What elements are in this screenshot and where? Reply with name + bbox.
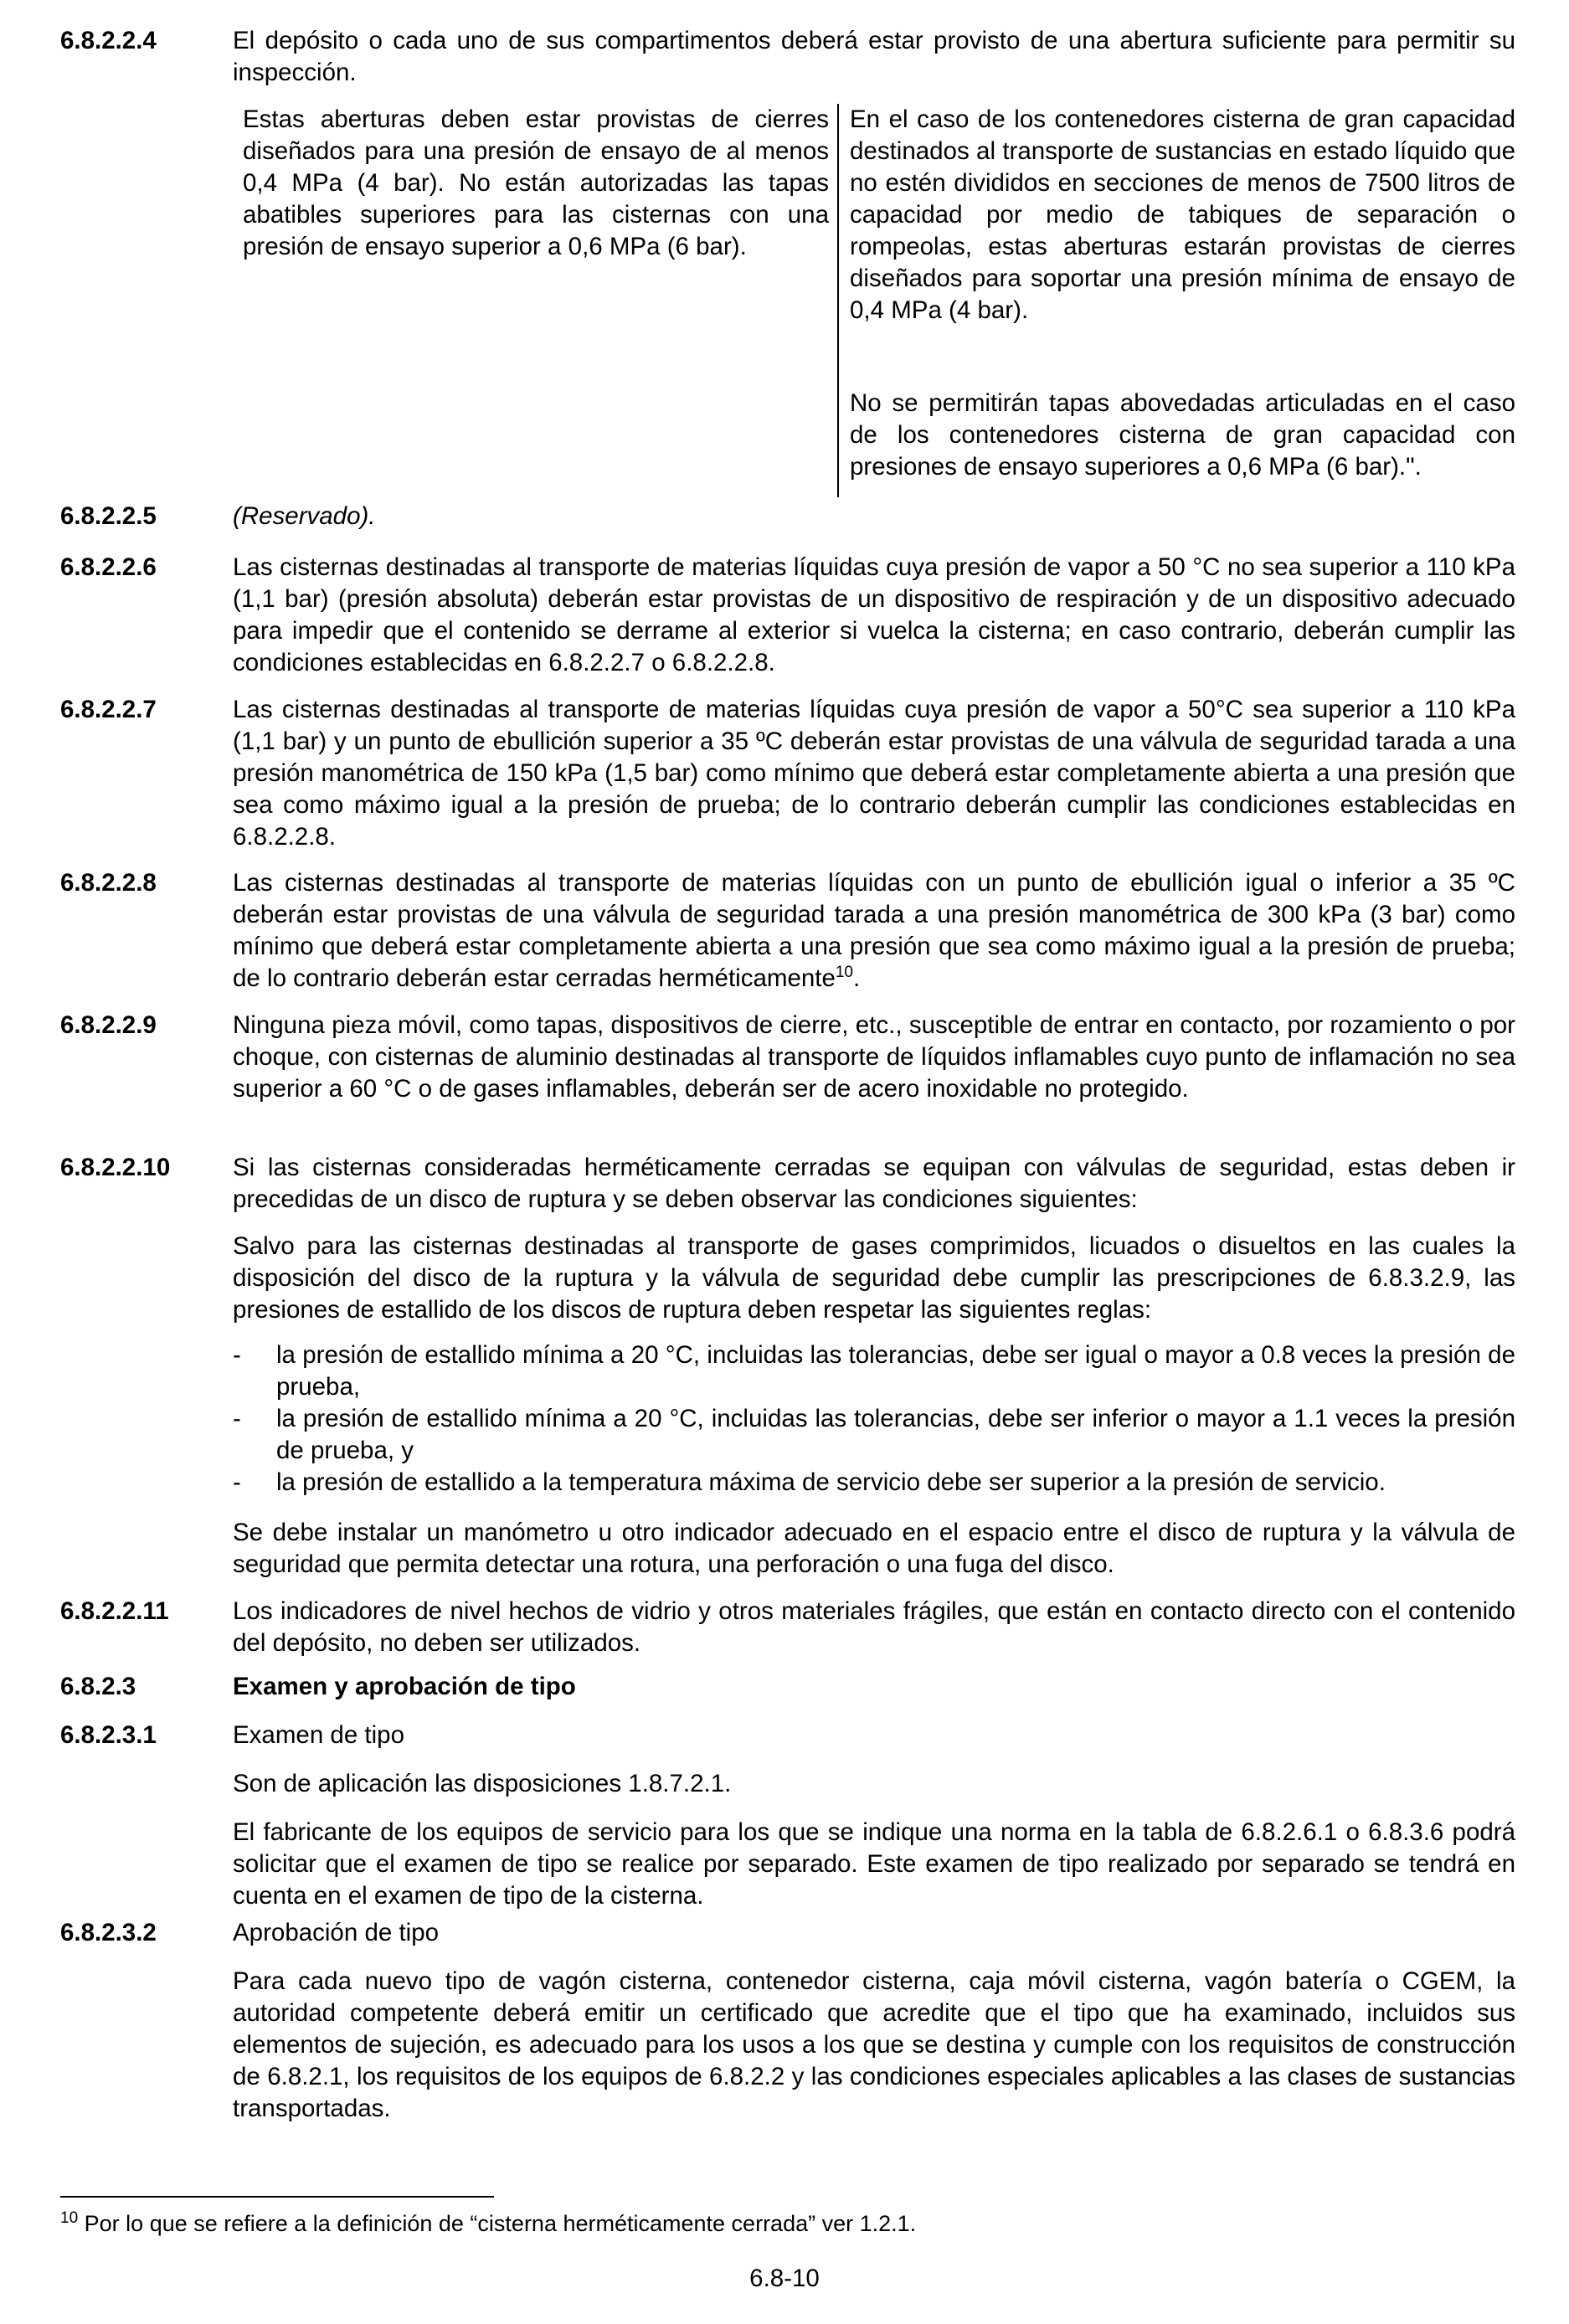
section-number: 6.8.2.2.8 [60,869,157,897]
section-paragraph: Salvo para las cisternas destinadas al transporte de gases comprimidos, licuados o disueltos en las cuales la disposición del disco de la ruptura y la válvula de seguridad debe cumplir las prescripciones de 6.8.3.2.9, las presiones de estallido de los discos de ruptura deben respetar las siguientes reglas: [233,1232,1515,1324]
section-paragraph: Se debe instalar un manómetro u otro indicador adecuado en el espacio entre el disco de ruptura y la válvula de seguridad que permita detectar una rotura, una perforación o una fuga del disco. [233,1519,1515,1578]
section-text: Si las cisternas consideradas herméticamente cerradas se equipan con válvulas de seguridad, estas deben ir precedidas de un disco de ruptura y se deben observar las condiciones siguientes: [233,1154,1515,1213]
section-text: (Reservado). [233,502,376,530]
footnote-reference[interactable]: 10 [835,964,853,982]
section-subheading: Aprobación de tipo [233,1919,440,1946]
list-item: la presión de estallido mínima a 20 °C, incluidas las tolerancias, debe ser inferior o mayor a 1.1 veces la presión de prueba, y [276,1405,1515,1464]
page-number: 6.8-10 [749,2265,820,2292]
section-subheading: Examen de tipo [233,1721,404,1749]
list-item: la presión de estallido mínima a 20 °C, incluidas las tolerancias, debe ser igual o mayor a 0.8 veces la presión de prueba, [276,1341,1515,1401]
section-number: 6.8.2.2.9 [60,1011,157,1039]
section-text: Las cisternas destinadas al transporte de materias líquidas cuya presión de vapor a 50°C sea superior a 110 kPa (1,1 bar) y un punto de ebullición superior a 35 ºC deberán estar provistas de una válvula de seguridad tarada a una presión manométrica de 150 kPa (1,5 bar) como mínimo que deberá estar completamente abierta a una presión que sea como máximo igual a la presión de prueba; de lo contrario deberán cumplir las condiciones establecidas en 6.8.2.2.8. [233,696,1515,851]
section-number: 6.8.2.3 [60,1673,136,1700]
section-number: 6.8.2.2.6 [60,553,157,581]
section-number: 6.8.2.2.4 [60,27,157,54]
section-paragraph: Son de aplicación las disposiciones 1.8.7.2.1. [233,1770,732,1797]
right-column-text: En el caso de los contenedores cisterna de gran capacidad destinados al transporte de sustancias en estado líquido que no estén divididos en secciones de menos de 7500 litros de capacidad por medio de tabiques de separación o rompeolas, estas aberturas estarán provistas de cierres diseñados para soportar una presión mínima de ensayo de 0,4 MPa (4 bar). [850,105,1515,324]
right-column-text-2: No se permitirán tapas abovedadas articuladas en el caso de los contenedores cisterna de gran capacidad con presiones de ensayo superiores a 0,6 MPa (6 bar).". [850,389,1515,481]
section-text: Ninguna pieza móvil, como tapas, dispositivos de cierre, etc., susceptible de entrar en contacto, por rozamiento o por choque, con cisternas de aluminio destinadas al transporte de líquidos inflamables cuyo punto de inflamación no sea superior a 60 °C o de gases inflamables, deberán ser de acero inoxidable no protegido. [233,1011,1515,1103]
column-divider [837,104,839,497]
section-text: Los indicadores de nivel hechos de vidrio y otros materiales frágiles, que están en contacto directo con el contenido del depósito, no deben ser utilizados. [233,1597,1515,1657]
section-paragraph: Para cada nuevo tipo de vagón cisterna, contenedor cisterna, caja móvil cisterna, vagón batería o CGEM, la autoridad competente deberá emitir un certificado que acredite que el tipo que ha examinado, incluidos sus elementos de sujeción, es adecuado para los usos a los que se destina y cumple con los requisitos de construcción de 6.8.2.1, los requisitos de los equipos de 6.8.2.2 y las condiciones especiales aplicables a las clases de sustancias transportadas. [233,1967,1515,2122]
footnote [60,2208,916,2239]
list-item: la presión de estallido a la temperatura máxima de servicio debe ser superior a la presión de servicio. [276,1468,1386,1496]
section-text: Las cisternas destinadas al transporte de materias líquidas con un punto de ebullición igual o inferior a 35 ºC deberán estar provistas de una válvula de seguridad tarada a una presión manométrica de 300 kPa (3 bar) como mínimo que deberá estar completamente abierta a una presión que sea como máximo igual a la presión de prueba; de lo contrario deberán estar cerradas herméticamente [233,869,1515,992]
section-heading: Examen y aprobación de tipo [233,1673,576,1700]
bullet-marker: - [233,1468,241,1496]
bullet-marker: - [233,1341,241,1369]
footnote-text: Por lo que se refiere a la definición de “cisterna herméticamente cerrada” ver 1.2.1. [84,2211,917,2236]
footnote-marker: 10 [60,2209,79,2227]
section-number: 6.8.2.2.11 [60,1597,169,1625]
section-number: 6.8.2.3.2 [60,1919,157,1946]
section-text: El depósito o cada uno de sus compartimentos deberá estar provisto de una abertura suficiente para permitir su inspección. [233,27,1515,86]
section-text-container [233,867,1515,995]
section-number: 6.8.2.3.1 [60,1721,157,1749]
section-number: 6.8.2.2.7 [60,696,157,723]
left-column-text: Estas aberturas deben estar provistas de cierres diseñados para una presión de ensayo de al menos 0,4 MPa (4 bar). No están autorizadas las tapas abatibles superiores para las cisternas con una presión de ensayo superior a 0,6 MPa (6 bar). [243,105,829,260]
section-text: Las cisternas destinadas al transporte de materias líquidas cuya presión de vapor a 50 °C no sea superior a 110 kPa (1,1 bar) (presión absoluta) deberán estar provistas de un dispositivo de respiración y de un dispositivo adecuado para impedir que el contenido se derrame al exterior si vuelca la cisterna; en caso contrario, deberán cumplir las condiciones establecidas en 6.8.2.2.7 o 6.8.2.2.8. [233,553,1515,676]
section-number: 6.8.2.2.10 [60,1154,171,1181]
footnote-separator [60,2196,494,2198]
section-paragraph: El fabricante de los equipos de servicio para los que se indique una norma en la tabla de 6.8.2.6.1 o 6.8.3.6 podrá solicitar que el examen de tipo se realice por separado. Este examen de tipo realizado por separado se tendrá en cuenta en el examen de tipo de la cisterna. [233,1818,1515,1910]
section-number: 6.8.2.2.5 [60,502,157,530]
section-text-tail: . [853,964,861,992]
bullet-marker: - [233,1405,241,1432]
